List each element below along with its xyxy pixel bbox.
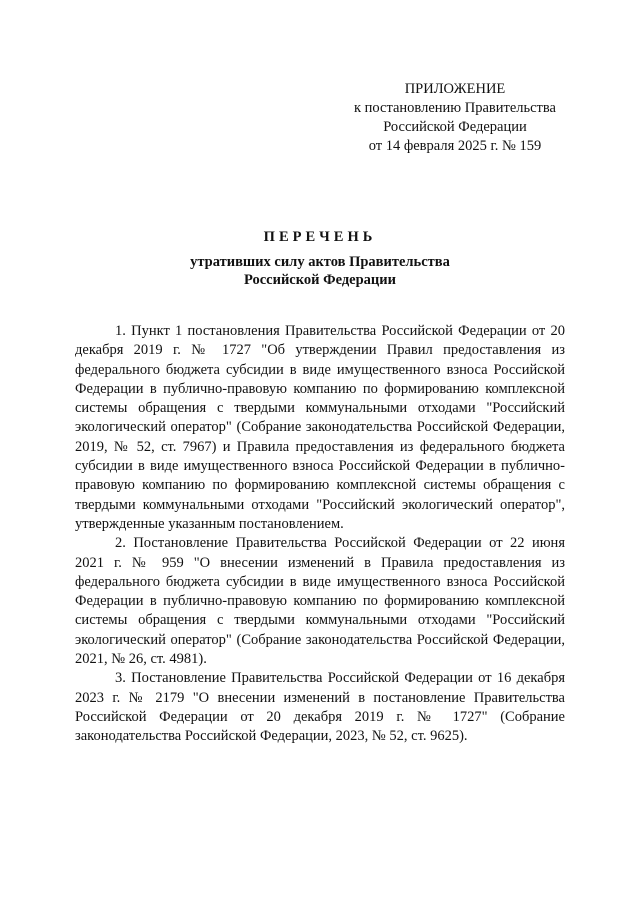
document-subtitle <box>0 253 640 289</box>
list-item-1: 1. Пункт 1 постановления Правительства Российской Федерации от 20 декабря 2019 г. № 1727 "Об утверждении Правил предоставления из федерального бюджета субсидии в виде имущественного взноса Российской Федерации в публично-правовую компанию по формированию комплексной системы обращения с твердыми коммунальными отходами "Российский экологический оператор" (Собрание законодательства Российской Федерации, 2019, № 52, ст. 7967) и Правила предоставления из федерального бюджета субсидии в виде имущественного взноса Российской Федерации в публично-правовую компанию по формированию комплексной системы обращения с твердыми коммунальными отходами "Российский экологический оператор", утвержденные указанным постановлением. <box>75 323 565 532</box>
document-title: ПЕРЕЧЕНЬ <box>263 229 377 245</box>
appendix-line-federation: Российской Федерации <box>383 119 527 135</box>
appendix-line-resolution: к постановлению Правительства <box>354 100 556 116</box>
subtitle-line-1: утративших силу актов Правительства <box>190 254 450 270</box>
appendix-line-date: от 14 февраля 2025 г. № 159 <box>368 138 542 154</box>
subtitle-line-2: Российской Федерации <box>243 272 396 288</box>
document-body <box>75 322 565 747</box>
list-item-2: 2. Постановление Правительства Российской Федерации от 22 июня 2021 г. № 959 "О внесении изменений в Правила предоставления из федерального бюджета субсидии в виде имущественного взноса Российской Федерации в публично-правовую компанию по формированию комплексной системы обращения с твердыми коммунальными отходами "Российский экологический оператор" (Собрание законодательства Российской Федерации, 2021, № 26, ст. 4981). <box>75 535 565 668</box>
appendix-block <box>330 80 580 156</box>
appendix-heading: ПРИЛОЖЕНИЕ <box>404 81 506 97</box>
list-item-3: 3. Постановление Правительства Российской Федерации от 16 декабря 2023 г. № 2179 "О внесении изменений в постановление Правительства Российской Федерации от 20 декабря 2019 г. № 1727" (Собрание законодательства Российской Федерации, 2023, № 52, ст. 9625). <box>75 670 565 745</box>
